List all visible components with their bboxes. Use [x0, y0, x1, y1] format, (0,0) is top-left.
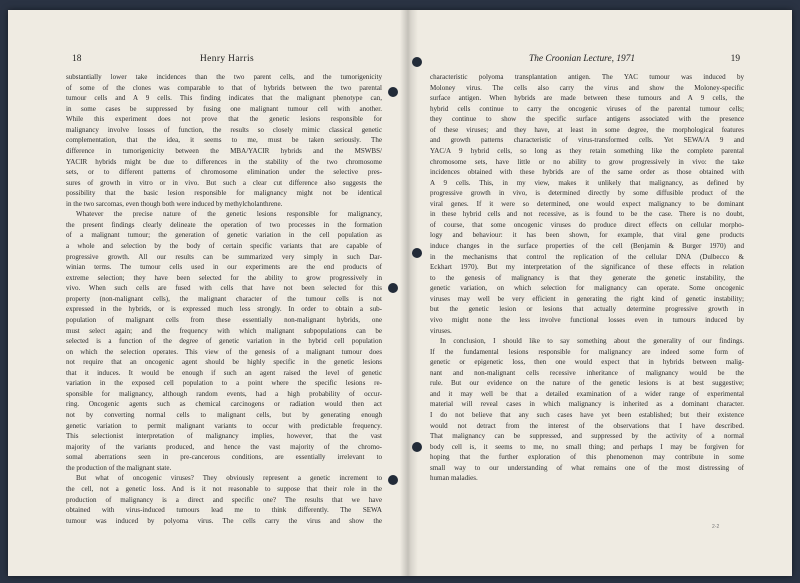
text-line: Moloney virus. The cells also carry the virus and show the Moloney-specific — [430, 83, 744, 92]
text-line: material will reveal cases in which malignancy is inherited as a dominant character. — [430, 400, 744, 409]
book-spread — [8, 10, 792, 576]
text-line: tumour was induced by polyoma virus. The cells carry the virus and show the — [66, 516, 382, 525]
text-line: In conclusion, I should like to say something about the generality of our findings. — [440, 337, 744, 346]
text-line: malignancy involve losses of function, the results so closely mimic classical genetic — [66, 125, 382, 134]
text-line: body cell is, it seems to me, no small thing; and perhaps I may be forgiven for — [430, 442, 744, 451]
text-line: in the mechanisms that control the replication of the cellular DNA (Dulbecco & — [430, 252, 744, 261]
text-line: If the fundamental lesions responsible for malignancy are indeed some form of — [430, 347, 744, 356]
text-line: not by converting normal cells to malignant cells, but by generating enough — [66, 411, 382, 419]
text-line: rule. But our evidence on the nature of the genetic lesions is at best suggestive; — [430, 379, 744, 388]
right-page-body — [430, 72, 744, 484]
text-line: in some cases be suppressed by fusing one malignant tumour cell with another. — [66, 104, 382, 113]
text-line: vivo might none the less involve functional losses even in tumours induced by — [430, 315, 744, 324]
text-line: That malignancy can be suppressed, and suppressed by the activity of a normal — [430, 432, 744, 441]
left-page-body — [66, 72, 382, 526]
text-line: population of malignant cells from these essentially non-malignant hybrids, one — [66, 315, 382, 324]
binding-hole — [388, 475, 398, 485]
binding-hole — [412, 442, 422, 452]
text-line: logy and behaviour: it has been shown, for example, that viral gene products — [430, 231, 744, 240]
text-line: selected is a function of the degree of genetic variation in the hybrid cell population — [66, 337, 382, 346]
text-line: tumour cells and A 9 cells. This finding indicates that the malignant phenotype can, — [66, 94, 382, 103]
text-line: hybrid cells continue to carry the oncogenic viruses of the parental tumour cells; — [430, 104, 744, 113]
binding-hole — [412, 57, 422, 67]
text-line: YAC/A 9 hybrid cells, so long as they retain something like the complete parental — [430, 146, 744, 155]
text-line: sponsible for malignancy, although random events, had a high probability of occur- — [66, 389, 382, 398]
text-line: of these viruses; and they have, at least in some degree, the morphological features — [430, 125, 744, 134]
text-line: to the genesis of malignancy is that they generate the genetic instability, the — [430, 273, 744, 282]
text-line: possibility that the basic lesion responsible for malignancy might not be identical — [66, 189, 382, 198]
text-line: sures of growth in vitro or in vivo. But such a clear cut difference also suggests the — [66, 178, 382, 187]
text-line: property (non-malignant cells), the malignant character of the tumour cells is not — [66, 294, 382, 303]
text-line: somal aberrations seen in pre-cancerous conditions, are essentially irrelevant to — [66, 453, 382, 462]
binding-hole — [412, 248, 422, 258]
text-line: I do not believe that any such cases have yet been established; but their existence — [430, 411, 744, 419]
text-line: they continue to show the specific surface antigens associated with the presence — [430, 115, 744, 124]
text-line: sets, or to different patterns of chromosome elimination under the selective pres- — [66, 168, 382, 177]
text-line: on which the selection operates. This view of the genesis of a malignant tumour does — [66, 347, 382, 356]
text-line: that it induces. It would be enough if such an agent raised the level of genetic — [66, 368, 382, 377]
text-line: the present findings clearly delineate the operation of two processes in the formation — [66, 220, 382, 229]
text-line: small way to our understanding of what remains one of the most distressing of — [430, 463, 744, 472]
left-page-number: 18 — [72, 54, 82, 64]
text-line: complementation, that the idea, it seems to me, must be taken seriously. The — [66, 136, 382, 145]
text-line: viruses. — [430, 326, 452, 335]
text-line: in these hybrid cells and not recessive, as is found to be the case. There is no doubt, — [430, 210, 744, 219]
text-line: genetic variation, on which selection for malignancy can operate. Some oncogenic — [430, 284, 744, 293]
text-line: ring. Oncogenic agents such as chemical carcinogens or radiation would then act — [66, 400, 382, 409]
text-line: induce changes in the surface properties of the cell (Benjamin & Burger 1970) and — [430, 242, 744, 250]
text-line: incidences obtained with these hybrids are of the same order as those obtained with — [430, 168, 744, 177]
left-page — [8, 10, 402, 576]
text-line: extreme selection; they have been selected for the ability to grow progressively in — [66, 273, 382, 282]
text-line: surface antigen. When hybrids are made between these tumours and A 9 cells, the — [430, 94, 744, 103]
text-line: human maladies. — [430, 474, 478, 483]
text-line: While this experiment does not prove that the genetic lesions responsible for — [66, 115, 382, 124]
text-line: winian terms. The tumour cells used in our experiments are the end products of — [66, 263, 382, 272]
text-line: vivo. When such cells are fused with cells that have not been selected for this — [66, 284, 382, 293]
text-line: genetic variation to permit malignant variants to occur with predictable frequency. — [66, 421, 382, 430]
text-line: production of malignancy is a direct and specific one? The results that we have — [66, 495, 382, 504]
text-line: Eckhart 1970). But my interpretation of the significance of these effects in relation — [430, 263, 744, 272]
text-line: Whatever the precise nature of the genetic lesions responsible for malignancy, — [76, 210, 382, 219]
text-line: not require that an oncogenic agent should be highly specific in the genetic lesions — [66, 358, 382, 367]
text-line: obtained with virus-induced tumours lead me to think differently. The SEWA — [66, 506, 382, 515]
text-line: expressed in the hybrids, or is expressed much less strongly. In order to obtain a sub- — [66, 305, 382, 314]
text-line: in the two sarcomas, even though both were induced by methylcholanthrene. — [66, 199, 283, 208]
text-line: majority of the variants produced, and hence the vast majority of the chromo- — [66, 442, 382, 451]
text-line: nant and non-malignant cells recessive inheritance of malignancy would be the — [430, 368, 744, 377]
text-line: substantially lower take incidences than the two parent cells, and the tumorigenicity — [66, 73, 382, 81]
text-line: and growth patterns characteristic of virus-transformed cells. Yet SEWA/A 9 and — [430, 136, 744, 145]
text-line: would not detract from the interest of the observations that I have described. — [430, 421, 744, 430]
text-line: hoping that the further exploration of this phenomenon may contribute in some — [430, 453, 744, 462]
text-line: the cell, not a genetic loss. And is it not reasonable to suppose that their role in the — [66, 484, 382, 493]
text-line: and it may well be that a detailed examination of a wider range of experimental — [430, 389, 744, 398]
left-running-head: Henry Harris — [200, 54, 255, 64]
text-line: of a malignant tumour; the generation of genetic variation in the cell population as — [66, 231, 382, 240]
text-line: a whole and selection by the body of certain specific variants that are capable of — [66, 242, 382, 250]
text-line: of some of the clones was comparable to that of hybrids between the two parental — [66, 83, 382, 92]
text-line: progressive growth in vivo, is determined directly by some diffusible product of the — [430, 189, 744, 198]
text-line: progressive growth. All our results can be summarized very simply in such Dar- — [66, 252, 382, 261]
text-line: but the genetic lesion or lesions that actually determine progressive growth in — [430, 305, 744, 314]
text-line: must select again; and the frequency with which malignant subpopulations can be — [66, 326, 382, 335]
text-line: A 9 cells. This, in my view, makes it unlikely that malignancy, as defined by — [430, 178, 744, 187]
text-line: viral genes. If it were so determined, one would expect malignancy to be dominant — [430, 199, 744, 208]
right-page — [406, 10, 792, 576]
binding-hole — [388, 87, 398, 97]
text-line: of course, that some oncogenic viruses do produce direct effects on cellular morpho- — [430, 220, 744, 229]
text-line: But what of oncogenic viruses? They obviously represent a genetic increment to — [76, 474, 382, 483]
archive-stamp: 2-2 — [712, 524, 720, 530]
text-line: variation in the exposed cell population to a point where the specific lesions re- — [66, 379, 382, 388]
binding-hole — [388, 283, 398, 293]
text-line: YACIR hybrids might be due to differences in the stability of the two chromosome — [66, 157, 382, 166]
text-line: This selectionist interpretation of malignancy implies, however, that the vast — [66, 432, 382, 441]
text-line: difference in tumorigenicity between the MBA/YACIR hybrids and the MSWBS/ — [66, 146, 382, 155]
text-line: the production of the malignant state. — [66, 463, 172, 472]
text-line: genetic or epigenetic loss, then one would expect that in hybrids between malig- — [430, 358, 744, 367]
text-line: characteristic polyoma transplantation antigen. The YAC tumour was induced by — [430, 73, 744, 81]
text-line: viruses may well be very efficient in generating the right kind of genetic instability; — [430, 294, 744, 303]
right-page-number: 19 — [730, 54, 740, 64]
right-running-head: The Croonian Lecture, 1971 — [529, 54, 636, 64]
text-line: chromosome sets, have little or no ability to grow progressively in vivo: the take — [430, 157, 744, 166]
